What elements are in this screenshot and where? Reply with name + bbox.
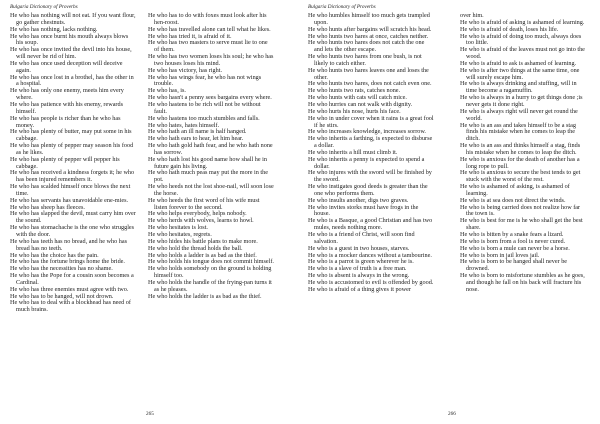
proverb-entry: He who has once burnt his mouth always blows his soup. <box>10 32 129 47</box>
right-page <box>300 0 600 424</box>
proverb-entry: He who is a slave of truth is a free man. <box>308 265 407 273</box>
proverb-entry: He who has once lost in a brothel, has the other in a hospital. <box>10 73 134 88</box>
proverb-entry: He who is afraid to ask is ashamed of learning. <box>460 59 577 67</box>
proverb-entry: He who hold the thread holds the ball. <box>148 244 243 252</box>
proverb-entry: He who hunts two hares leaves one and loses the other. <box>308 66 429 81</box>
proverb-entry: He who is a guest in two houses, starves. <box>308 244 410 252</box>
proverb-entry: He who has the fortune brings home the bride. <box>10 258 125 266</box>
proverb-entry: He who is born to be hanged shall never be drowned. <box>460 258 568 273</box>
proverb-entry: He who is being carried does not realize how far the town is. <box>460 203 581 218</box>
proverb-entry: He who is afraid of a thing gives it power <box>308 285 411 293</box>
proverb-entry: He who hunts with cats will catch mice. <box>308 94 407 102</box>
proverb-entry: He who has people is richer than he who has money. <box>10 114 121 129</box>
proverb-entry: He who helps everybody, helps nobody. <box>148 210 247 218</box>
proverb-entry: He who is a parrot is green wherever he is. <box>308 258 414 266</box>
proverb-entry: He who is a friend of Christ, will soon find salvation. <box>308 231 415 245</box>
proverb-entry: He who is bitten by a snake fears a lizard. <box>460 231 564 238</box>
proverb-entry: He who hath much peas may put the more in the pot. <box>148 169 268 184</box>
proverb-entry: He who is absent is always in the wrong. <box>308 272 410 280</box>
proverb-entry: He who holds somebody on the ground is holding himself too. <box>148 265 272 280</box>
proverb-entry: He who has received a kindness forgets it; he who has been injured remembers it. <box>10 169 135 184</box>
proverb-entry: He who has two masters to serve must lie to one of them. <box>148 39 268 54</box>
page-header: Bulgaria Dictionary of Proverbs <box>308 4 376 10</box>
proverb-entry: He who hastens to be rich will not be without fault. <box>148 100 261 115</box>
proverb-entry: He who has the necessities has no shame. <box>10 265 113 273</box>
proverb-entry: He who has only one enemy, meets him every where. <box>10 87 124 102</box>
proverb-entry: He who instigates good deeds is greater than the one who performs them. <box>308 183 428 197</box>
proverb-entry: He who is born a mule can never be a horse. <box>460 244 570 252</box>
page-number: 265 <box>146 411 154 417</box>
proverb-entry: He who is accustomed to evil is offended by good. <box>308 278 434 286</box>
proverb-entry: He who is after two things at the same time, one will surely escape him. <box>460 66 580 81</box>
proverb-entry: He who has to do with foxes must look after his hen-roost. <box>148 12 267 26</box>
proverb-entry: He who hides his battle plans to make more. <box>148 237 258 245</box>
proverb-entry: He who hath gold hath fear, and he who hath none has sorrow. <box>148 142 273 156</box>
proverb-entry: He who is an ass and takes himself to be a stag finds his mistake when he comes to leap the ditch. <box>460 121 576 143</box>
proverb-entry: He who has sheep has fleeces. <box>10 203 85 211</box>
proverb-entry: He who is born to misfortune stumbles as he goes, and though he fall on his back will fracture his nose. <box>460 272 585 293</box>
proverb-entry: He who has once used deception will deceive again. <box>10 59 123 74</box>
proverb-entry: He who hesitates, regrets. <box>148 231 212 238</box>
proverb-entry: He who hunts two hares from one bush, is not likely to catch either. <box>308 53 422 67</box>
proverb-entry: He who hesitates is lost. <box>148 224 208 232</box>
proverb-entry: He who holds the ladder is as bad as the thief. <box>148 292 262 300</box>
page-header: Bulgaria Dictionary of Proverbs <box>10 4 78 10</box>
proverb-entry: He who inherits a penny is expected to spend a dollar. <box>308 155 425 170</box>
proverb-entry: He who has the Pope for a cousin soon becomes a Cardinal. <box>10 272 134 286</box>
proverb-entry: He who is anxious for the death of another has a long rope to pull. <box>460 155 580 170</box>
proverb-entry: He who has patience with his enemy, rewards himself. <box>10 100 123 115</box>
proverb-entry: He who has stomachache is the one who struggles with the door. <box>10 224 135 238</box>
proverb-entry: He who has travelled alone can tell what he likes. <box>148 25 271 33</box>
proverb-entry: over him. <box>460 12 484 19</box>
proverb-entry: He who has once invited the devil into his house, will never be rid of him. <box>10 46 132 61</box>
proverb-entry: He who has plenty of pepper may season his food as he likes. <box>10 142 134 156</box>
proverb-entry: He who hath ears to hear, let him hear. <box>148 135 244 143</box>
proverb-entry: He who hunts two rats, catches none. <box>308 87 401 95</box>
proverb-entry: He who is born from a fool is never cured. <box>460 237 566 245</box>
proverb-entry: He who is born in jail loves jail. <box>460 251 540 259</box>
proverb-entry: He who has to deal with a blockhead has need of much brains. <box>10 299 131 314</box>
proverb-entry: He who holds the handle of the frying-pan turns it as he pleases. <box>148 278 272 293</box>
proverb-entry: He who has victory, has right. <box>148 66 223 74</box>
proverb-entry: He who has plenty of butter, may put some in his cabbage. <box>10 128 132 143</box>
proverb-column-left-1 <box>10 13 136 314</box>
proverb-entry: He who is anxious to secure the best tends to get stuck with the worst of the rest. <box>460 169 581 184</box>
proverb-entry: He who hath an ill name is half hanged. <box>148 128 247 136</box>
proverb-entry: He who heeds the first word of his wife must listen forever to the second. <box>148 196 260 211</box>
proverb-entry: He who inherits a farthing, is expected to disburse a dollar. <box>308 135 433 150</box>
proverb-entry: He who has teeth has no bread, and he who has bread has no teeth. <box>10 237 128 252</box>
proverb-entry: He who is an ass and thinks himself a stag, finds his mistake when he comes to leap the ditch. <box>460 142 581 156</box>
proverb-entry: He who has, is. <box>148 87 186 95</box>
proverb-entry: He who hurries can not walk with dignity. <box>308 100 413 108</box>
proverb-entry: He who increases knowledge, increases sorrow. <box>308 128 426 136</box>
proverb-entry: He who humbles himself too much gets trampled upon. <box>308 12 430 26</box>
proverb-entry: He who hath lost his good name how shall he in future gain his living. <box>148 155 267 170</box>
proverb-entry: He who in under cover when it rains is a great fool if he stirs. <box>308 114 434 129</box>
proverb-entry: He who is always in a hurry to get things done ;is never gets it done right. <box>460 94 583 108</box>
proverb-entry: He who has slapped the devil, must carry him over the sound. <box>10 210 136 225</box>
proverb-entry: He who is a mocker dances without a tambourine. <box>308 251 432 259</box>
proverb-entry: He who insults another, digs two graves. <box>308 196 409 204</box>
proverb-entry: He who hunts two hares does not catch the one and lets the other escape. <box>308 39 425 54</box>
page-number: 266 <box>448 411 456 417</box>
proverb-entry: He who has tried it, is afraid of it. <box>148 32 232 40</box>
proverb-entry: He who is at sea does not direct the winds. <box>460 196 566 204</box>
proverb-entry: He who heeds not the lost shoe-nail, will soon lose the horse. <box>148 183 274 197</box>
proverb-entry: He who has servants has unavoidable ene-mies. <box>10 196 129 204</box>
proverb-column-right-1 <box>308 13 434 294</box>
proverb-entry: He who has nothing, lacks nothing. <box>10 25 98 33</box>
proverb-column-left-2 <box>148 13 274 300</box>
proverb-entry: He who herds with wolves, learns to howl. <box>148 217 254 225</box>
proverb-entry: He who hunts two hares at once, catches neither. <box>308 32 429 40</box>
proverb-entry: He who invites storks must have frogs in the house. <box>308 203 419 218</box>
proverb-entry: He who is afraid of asking is ashamed of learning. <box>460 18 585 26</box>
proverb-entry: He who holds his tongue does not commit himself. <box>148 258 274 266</box>
proverb-entry: He who holds a ladder is as bad as the thief. <box>148 251 257 259</box>
proverb-entry: He who has nothing will not eat. If you want flour, go gather chestnuts. <box>10 12 136 26</box>
proverb-entry: He who is afraid of doing too much, always does too little. <box>460 32 582 47</box>
proverb-entry: He who is always drinking and stuffing, will in time become a ragamuffin. <box>460 80 577 95</box>
proverb-entry: He who has scalded himself once blows the next time. <box>10 183 131 197</box>
proverb-entry: He who hurts his nose, hurts his face. <box>308 107 401 115</box>
proverb-entry: He who hates, hates himself. <box>148 121 220 129</box>
proverb-entry: He who is always right will never get round the world. <box>460 107 578 122</box>
proverb-entry: He who inherits a hill must climb it. <box>308 148 398 156</box>
proverb-entry: He who is a Basque, a good Christian and has two mules, needs nothing more. <box>308 217 433 232</box>
proverb-entry: He who has to be hanged, will not drown. <box>10 292 114 300</box>
proverb-entry: He who is ashamed of asking, is ashamed of learning. <box>460 183 570 197</box>
proverb-entry: He who has the choice has the pain. <box>10 251 99 259</box>
proverb-entry: He who hunts after bargains will scratch his head. <box>308 25 432 33</box>
proverb-entry: He who has two women loses his soul; he who has two houses loses his mind. <box>148 53 274 67</box>
proverb-entry: He who is afraid of the leaves must not go into the wood. <box>460 46 585 61</box>
proverb-entry: He who hastens too much stumbles and falls. <box>148 114 260 122</box>
proverb-entry: He who injures with the sword will be finished by the sword. <box>308 169 432 184</box>
proverb-entry: He who has three enemies must agree with two. <box>10 285 129 293</box>
proverb-entry: He who is best for me is he who shall get the best share. <box>460 217 583 232</box>
proverb-entry: He who is afraid of death, loses his life. <box>460 25 559 33</box>
proverb-entry: He who hasn't a penny sees bargains every where. <box>148 94 272 102</box>
proverb-entry: He who hunts two hares, does not catch even one. <box>308 80 432 88</box>
proverb-entry: He who has plenty of pepper will pepper his cabbage. <box>10 155 120 170</box>
proverb-entry: He who has wings fear, he who has not wings trouble. <box>148 73 262 88</box>
proverb-column-right-2 <box>460 13 586 294</box>
